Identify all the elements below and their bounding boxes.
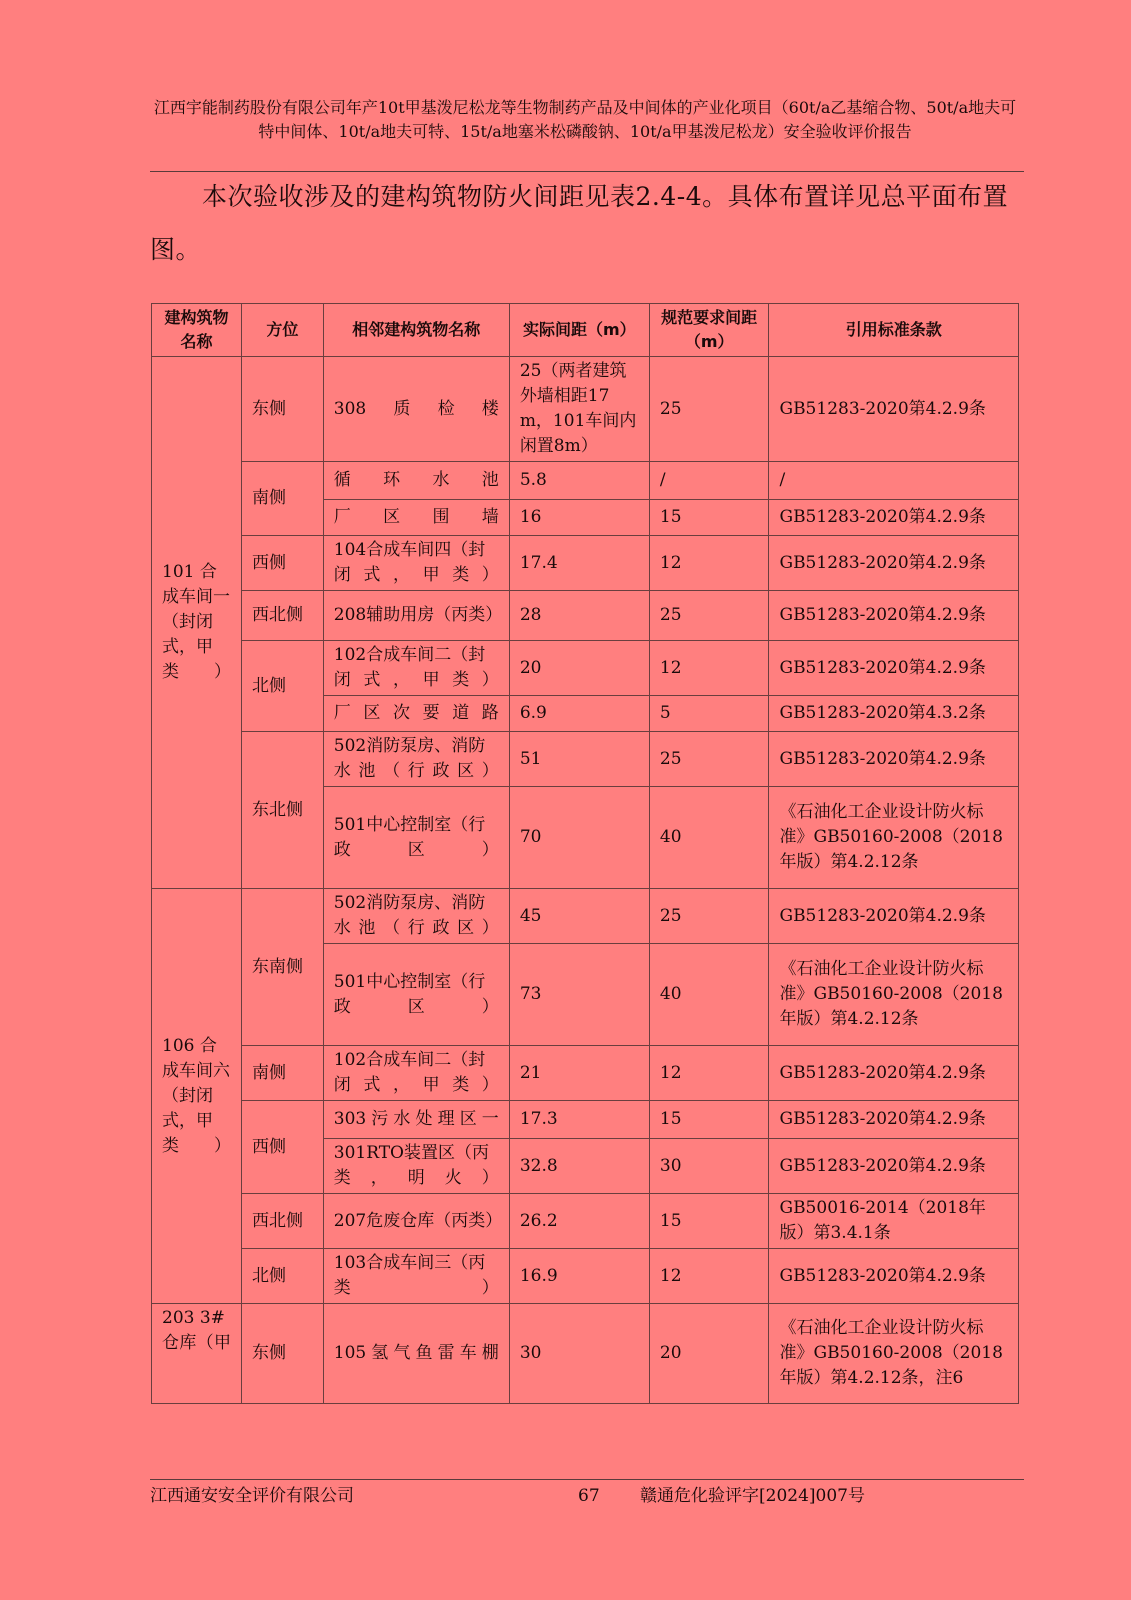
cell-neighbor: 104合成车间四（封闭式，甲类） (323, 536, 509, 591)
intro-text: 本次验收涉及的建构筑物防火间距见表2.4-4。具体布置详见总平面布置图。 (150, 182, 1009, 264)
cell-actual-distance: 6.9 (509, 696, 649, 732)
cell-required-distance: 25 (649, 591, 769, 641)
table-row (152, 641, 1019, 696)
table-body (152, 357, 1019, 1404)
cell-neighbor: 502消防泵房、消防水池（行政区） (323, 889, 509, 944)
cell-actual-distance: 25（两者建筑外墙相距17m，101车间内闲置8m） (509, 357, 649, 462)
header-actual-distance: 实际间距（m） (509, 304, 649, 357)
cell-standard: GB51283-2020第4.2.9条 (769, 641, 1019, 696)
cell-actual-distance: 70 (509, 787, 649, 889)
cell-required-distance: 12 (649, 1249, 769, 1304)
cell-direction: 北侧 (241, 1249, 323, 1304)
cell-direction: 西北侧 (241, 591, 323, 641)
cell-standard: 《石油化工企业设计防火标准》GB50160-2008（2018年版）第4.2.12条 (769, 944, 1019, 1046)
cell-building: 203 3#仓库（甲 (152, 1304, 242, 1404)
cell-required-distance: / (649, 462, 769, 500)
cell-standard: GB51283-2020第4.2.9条 (769, 889, 1019, 944)
header-building: 建构筑物名称 (152, 304, 242, 357)
cell-neighbor: 102合成车间二（封闭式，甲类） (323, 641, 509, 696)
cell-neighbor: 301RTO装置区（丙类，明火） (323, 1139, 509, 1194)
table-row (152, 1249, 1019, 1304)
cell-standard: GB51283-2020第4.2.9条 (769, 536, 1019, 591)
header-title: 江西宇能制药股份有限公司年产10t甲基泼尼松龙等生物制药产品及中间体的产业化项目（60t/a乙基缩合物、50t/a地夫可特中间体、10t/a地夫可特、15t/a地塞米松磷酸钠、10t/a甲基泼尼松龙）安全验收评价报告 (153, 98, 1017, 141)
table-row (152, 1046, 1019, 1101)
cell-direction: 西侧 (241, 1101, 323, 1194)
cell-neighbor: 303污水处理区一 (323, 1101, 509, 1139)
cell-actual-distance: 17.3 (509, 1101, 649, 1139)
cell-building: 101 合成车间一（封闭式，甲类） (152, 357, 242, 889)
cell-neighbor: 厂区围墙 (323, 500, 509, 536)
cell-required-distance: 20 (649, 1304, 769, 1404)
page-number: 67 (578, 1486, 600, 1506)
cell-neighbor: 厂区次要道路 (323, 696, 509, 732)
cell-required-distance: 12 (649, 536, 769, 591)
cell-standard: GB51283-2020第4.2.9条 (769, 591, 1019, 641)
cell-required-distance: 15 (649, 500, 769, 536)
cell-neighbor: 207危废仓库（丙类） (323, 1194, 509, 1249)
cell-direction: 东北侧 (241, 732, 323, 889)
cell-neighbor: 308质检楼 (323, 357, 509, 462)
table-row (152, 591, 1019, 641)
header-standard: 引用标准条款 (769, 304, 1019, 357)
table-row (152, 357, 1019, 462)
cell-neighbor: 501中心控制室（行政区） (323, 787, 509, 889)
cell-required-distance: 40 (649, 944, 769, 1046)
page-header (150, 96, 1020, 144)
cell-standard: GB50016-2014（2018年版）第3.4.1条 (769, 1194, 1019, 1249)
cell-standard: GB51283-2020第4.2.9条 (769, 732, 1019, 787)
cell-direction: 西北侧 (241, 1194, 323, 1249)
cell-actual-distance: 30 (509, 1304, 649, 1404)
cell-standard: GB51283-2020第4.2.9条 (769, 357, 1019, 462)
cell-actual-distance: 45 (509, 889, 649, 944)
cell-required-distance: 15 (649, 1101, 769, 1139)
cell-standard: 《石油化工企业设计防火标准》GB50160-2008（2018年版）第4.2.12条 (769, 787, 1019, 889)
header-required-distance: 规范要求间距（m） (649, 304, 769, 357)
report-reference: 赣通危化验评字[2024]007号 (640, 1486, 865, 1506)
cell-required-distance: 15 (649, 1194, 769, 1249)
cell-standard: GB51283-2020第4.2.9条 (769, 500, 1019, 536)
cell-required-distance: 25 (649, 357, 769, 462)
cell-neighbor: 105氢气鱼雷车棚 (323, 1304, 509, 1404)
header-neighbor: 相邻建构筑物名称 (323, 304, 509, 357)
table-row (152, 1101, 1019, 1139)
table-row (152, 1194, 1019, 1249)
cell-neighbor: 208辅助用房（丙类） (323, 591, 509, 641)
cell-standard: / (769, 462, 1019, 500)
table-row (152, 1304, 1019, 1404)
table-row (152, 732, 1019, 787)
cell-actual-distance: 28 (509, 591, 649, 641)
cell-neighbor: 501中心控制室（行政区） (323, 944, 509, 1046)
cell-required-distance: 40 (649, 787, 769, 889)
cell-actual-distance: 51 (509, 732, 649, 787)
cell-neighbor: 103合成车间三（丙类） (323, 1249, 509, 1304)
cell-standard: GB51283-2020第4.3.2条 (769, 696, 1019, 732)
cell-required-distance: 30 (649, 1139, 769, 1194)
cell-direction: 东侧 (241, 357, 323, 462)
cell-actual-distance: 26.2 (509, 1194, 649, 1249)
cell-required-distance: 5 (649, 696, 769, 732)
cell-required-distance: 12 (649, 641, 769, 696)
cell-actual-distance: 16 (509, 500, 649, 536)
cell-direction: 南侧 (241, 462, 323, 536)
cell-actual-distance: 16.9 (509, 1249, 649, 1304)
cell-required-distance: 25 (649, 889, 769, 944)
cell-direction: 东侧 (241, 1304, 323, 1404)
footer-company: 江西通安安全评价有限公司 (150, 1486, 354, 1506)
table-row (152, 462, 1019, 500)
cell-actual-distance: 17.4 (509, 536, 649, 591)
cell-standard: GB51283-2020第4.2.9条 (769, 1046, 1019, 1101)
table-row (152, 889, 1019, 944)
cell-direction: 西侧 (241, 536, 323, 591)
intro-paragraph (150, 170, 1022, 276)
cell-neighbor: 循环水池 (323, 462, 509, 500)
cell-actual-distance: 73 (509, 944, 649, 1046)
cell-standard: GB51283-2020第4.2.9条 (769, 1249, 1019, 1304)
cell-neighbor: 102合成车间二（封闭式，甲类） (323, 1046, 509, 1101)
cell-actual-distance: 5.8 (509, 462, 649, 500)
cell-standard: 《石油化工企业设计防火标准》GB50160-2008（2018年版）第4.2.12条，注6 (769, 1304, 1019, 1404)
cell-standard: GB51283-2020第4.2.9条 (769, 1101, 1019, 1139)
fire-spacing-table (151, 303, 1019, 1404)
footer-divider (150, 1479, 1024, 1480)
cell-standard: GB51283-2020第4.2.9条 (769, 1139, 1019, 1194)
cell-direction: 南侧 (241, 1046, 323, 1101)
cell-neighbor: 502消防泵房、消防水池（行政区） (323, 732, 509, 787)
cell-actual-distance: 21 (509, 1046, 649, 1101)
cell-direction: 东南侧 (241, 889, 323, 1046)
cell-direction: 北侧 (241, 641, 323, 732)
cell-building: 106 合成车间六（封闭式，甲类） (152, 889, 242, 1304)
cell-required-distance: 25 (649, 732, 769, 787)
cell-actual-distance: 20 (509, 641, 649, 696)
table-row (152, 536, 1019, 591)
table-header-row (152, 304, 1019, 357)
cell-required-distance: 12 (649, 1046, 769, 1101)
cell-actual-distance: 32.8 (509, 1139, 649, 1194)
header-direction: 方位 (241, 304, 323, 357)
